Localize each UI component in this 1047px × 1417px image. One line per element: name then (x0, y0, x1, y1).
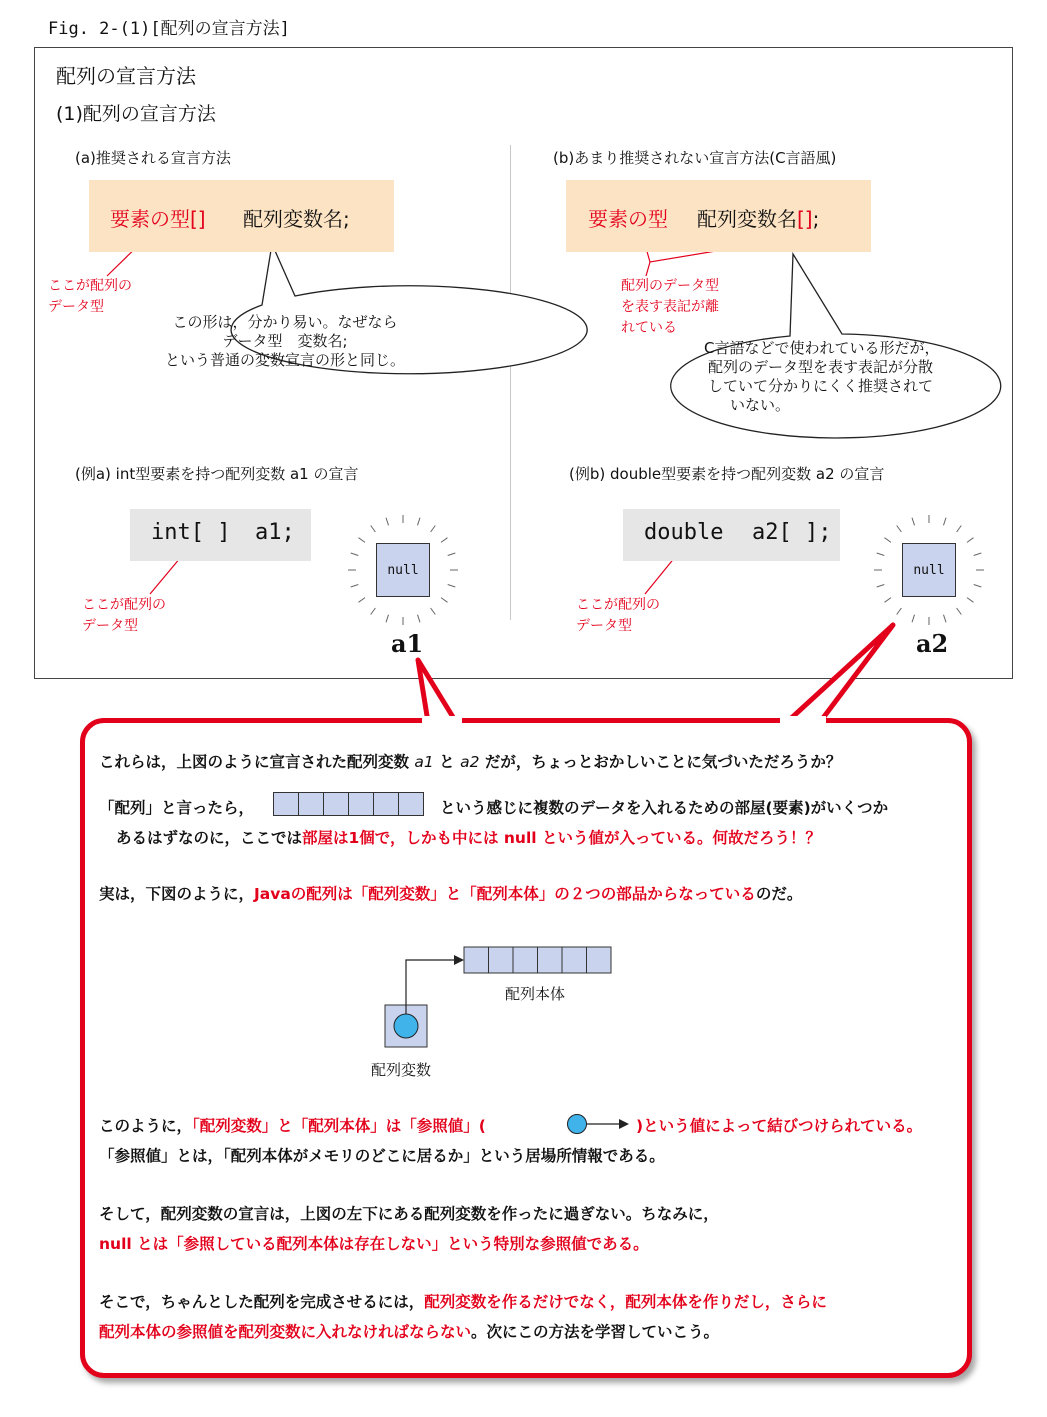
callout-paragraph-4 (99, 1114, 486, 1136)
right-code-brackets: [ ] (778, 520, 819, 545)
text-run: Javaの配列は「配列変数」と「配列本体」の２つの部品からなっている (254, 885, 756, 903)
callout-paragraph-7: null とは「参照している配列本体は存在しない」という特別な参照値である。 (99, 1235, 649, 1253)
right-column-title: (b)あまり推奨されない宣言方法(C言語風) (553, 149, 837, 167)
text-run: そこで，ちゃんとした配列を完成させるには， (99, 1293, 425, 1311)
callout-paragraph-3 (99, 882, 802, 904)
array-structure-diagram (370, 940, 630, 1050)
text-run: 部屋は1個で，しかも中には null という値が入っている。何故だろう！？ (302, 829, 821, 847)
left-code-name: a1; (255, 520, 295, 545)
callout-pointer-left (418, 660, 456, 722)
text-run: だが，ちょっとおかしいことに気づいただろうか？ (479, 753, 842, 771)
balloon-line: いない。 (730, 396, 791, 414)
array-cell (273, 792, 299, 816)
right-decl-note-line: を表す表記が離 (621, 299, 719, 315)
left-decl-note-line: データ型 (48, 299, 104, 315)
reference-dot-icon (394, 1014, 418, 1038)
variable-a2-label: a2 (916, 629, 949, 658)
callout-paragraph-1 (99, 750, 841, 772)
array-cell (373, 792, 399, 816)
right-decl-brackets: [] (797, 207, 813, 231)
balloon-line: C言語などで使われている形だが， (704, 339, 940, 357)
text-run: このように， (99, 1117, 193, 1135)
callout-paragraph-2b: という感じに複数のデータを入れるための部屋(要素)がいくつか (440, 799, 889, 817)
text-run: のだ。 (755, 885, 803, 903)
text-run: a1 (414, 753, 434, 771)
array-body-label: 配列本体 (505, 985, 566, 1003)
figure-caption: Fig. 2-(1)[配列の宣言方法] (48, 19, 290, 39)
left-code-note-line: データ型 (82, 618, 138, 634)
callout-paragraph-4c: )という値によって結びつけられている。 (636, 1117, 923, 1135)
text-run: 。次にこの方法を学習していこう。 (471, 1323, 720, 1341)
text-run: 実は，下図のように， (99, 885, 255, 903)
right-code-type: double (644, 520, 724, 545)
array-variable-a2-box: null (902, 543, 956, 597)
text-run: と (433, 753, 461, 771)
array-variable-label: 配列変数 (371, 1061, 432, 1079)
callout-paragraph-6: そして，配列変数の宣言は，上図の左下にある配列変数を作ったに過ぎない。ちなみに， (99, 1205, 719, 1223)
balloon-line: という普通の変数宣言の形と同じ。 (164, 351, 405, 369)
right-code-note-line: ここが配列の (576, 597, 660, 613)
array-cell (398, 792, 424, 816)
callout-paragraph-5: 「参照値」とは，「配列本体がメモリのどこに居るか」という居場所情報である。 (99, 1147, 665, 1165)
left-decl-note-line: ここが配列の (48, 278, 132, 294)
callout-pointer-right (787, 625, 893, 722)
left-decl-name: 配列変数名; (243, 207, 350, 231)
text-run: これらは，上図のように宣言された配列変数 (99, 753, 415, 771)
reference-arrowhead-icon (454, 955, 464, 965)
left-example-title: (例a) int型要素を持つ配列変数 a1 の宣言 (75, 465, 359, 483)
inline-array-icon (274, 792, 424, 816)
array-body (464, 947, 611, 973)
text-run: 配列変数を作るだけでなく，配列本体を作りだし，さらに (424, 1293, 827, 1311)
left-code-note-line: ここが配列の (82, 597, 166, 613)
callout-paragraph-9 (99, 1320, 719, 1342)
right-code-semicolon: ; (818, 520, 832, 545)
array-variable-a1-box: null (376, 543, 430, 597)
callout-paragraph-8 (99, 1290, 827, 1312)
balloon-line: 配列のデータ型を表す表記が分散 (708, 358, 934, 376)
variable-a1-label: a1 (391, 629, 424, 658)
array-cell (323, 792, 349, 816)
left-code-type: int[ ] (151, 520, 231, 545)
page-title: 配列の宣言方法 (56, 64, 196, 88)
text-run: あるはずなのに，ここでは (116, 829, 303, 847)
right-decl-type: 要素の型 (588, 207, 668, 231)
text-run: 「配列変数」と「配列本体」は「参照値」( (192, 1117, 486, 1135)
text-run: 「配列」と言ったら， (99, 799, 255, 817)
right-decl-semicolon: ; (812, 207, 820, 231)
right-decl-note-line: れている (621, 320, 677, 336)
array-cell (348, 792, 374, 816)
callout-paragraph-2c (116, 826, 821, 848)
array-cell (298, 792, 324, 816)
right-decl-note-line: 配列のデータ型 (621, 278, 719, 294)
callout-paragraph-2 (99, 796, 254, 818)
left-decl-type: 要素の型[] (110, 207, 206, 231)
right-code-name-text: a2 (752, 520, 779, 545)
text-run: a2 (460, 753, 480, 771)
balloon-line: していて分かりにくく推奨されて (708, 377, 934, 395)
text-run: 配列本体の参照値を配列変数に入れなければならない (99, 1323, 472, 1341)
right-decl-name-text: 配列変数名 (697, 207, 797, 231)
right-example-title: (例b) double型要素を持つ配列変数 a2 の宣言 (569, 465, 885, 483)
left-column-title: (a)推奨される宣言方法 (75, 149, 231, 167)
section-title: (1)配列の宣言方法 (56, 103, 216, 125)
right-code-note-line: データ型 (576, 618, 632, 634)
balloon-line: データ型 変数名; (222, 332, 348, 350)
reference-value-icon (565, 1112, 631, 1136)
balloon-line: この形は，分かり易い。なぜなら (172, 313, 398, 331)
